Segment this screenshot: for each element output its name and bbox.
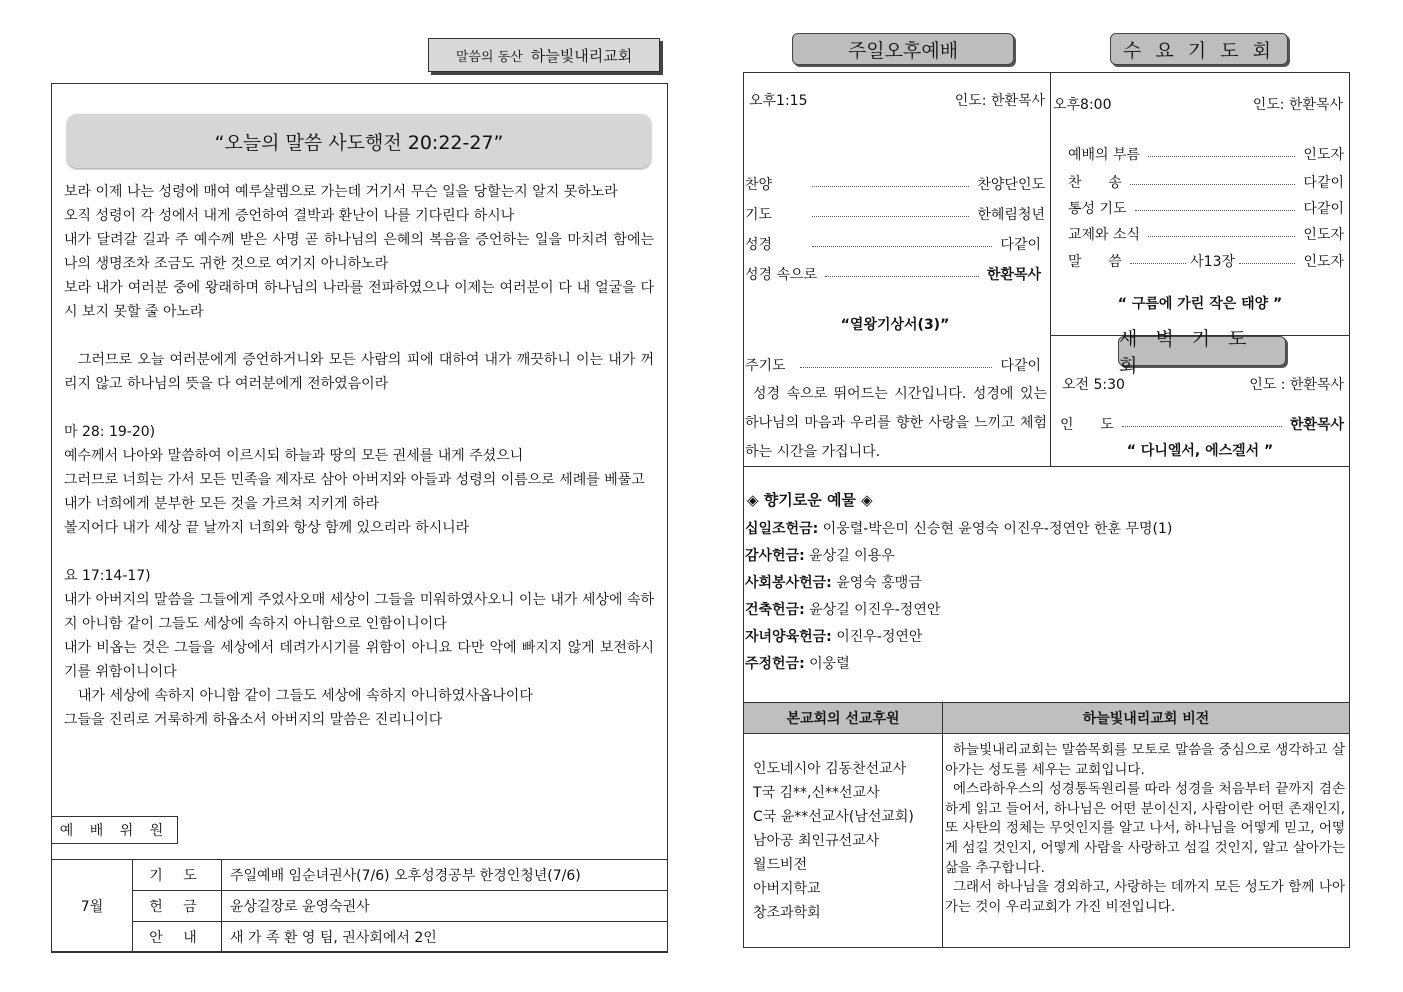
offering-label: 건축헌금:	[745, 602, 805, 618]
table-row	[52, 891, 668, 922]
list-item	[745, 624, 1345, 651]
dot-leader	[1122, 426, 1282, 427]
scripture-line: 보라 이제 나는 성령에 매여 예루살렘으로 가는데 거기서 무슨 일을 당할는지 알지 못하노라	[64, 184, 618, 200]
list-item	[745, 543, 1345, 570]
table-row	[52, 860, 668, 891]
order-item-name: 성경	[745, 237, 773, 253]
list-item	[745, 651, 1345, 678]
list-item: T국 김**,신**선교사	[753, 785, 880, 801]
order-item-name: 교제와 소식	[1068, 227, 1141, 243]
sermon-title: “오늘의 말씀 사도행전 20:22-27”	[67, 114, 651, 168]
offering-label: 십일조헌금:	[745, 521, 819, 537]
dot-leader	[1135, 210, 1296, 211]
scripture-line: 그들을 진리로 거룩하게 하옵소서 아버지의 말씀은 진리니이다	[64, 712, 443, 728]
mission-header: 본교회의 선교후원	[744, 703, 942, 733]
order-item-name: 기도	[745, 207, 773, 223]
order-item-passage: 사13장	[1190, 254, 1236, 270]
order-item-who: 찬양단인도	[977, 177, 1045, 193]
divider	[743, 733, 1350, 734]
mission-list	[753, 757, 939, 925]
dawn-leader: 인도 : 한환목사	[1249, 377, 1344, 393]
wednesday-time: 오후8:00	[1053, 97, 1112, 113]
list-item	[745, 597, 1345, 624]
sunday-theme: “열왕기상서(3)”	[840, 317, 950, 333]
scripture-line: 그러므로 오늘 여러분에게 증언하거니와 모든 사람의 피에 대하여 내가 깨끗하니 이는 내가 꺼리지 않고 하나님의 뜻을 다 여러분에게 전하였음이라	[64, 352, 654, 392]
offering-names: 이웅렬	[804, 656, 850, 672]
list-item: 인도네시아 김동찬선교사	[753, 761, 907, 777]
vision-paragraph: 그래서 하나님을 경외하고, 사랑하는 데까지 모든 성도가 함께 나아가는 것이 우리교회가 가진 비전입니다.	[945, 879, 1345, 915]
offering-label: 사회봉사헌금:	[745, 575, 832, 591]
order-item-name: 통성 기도	[1068, 201, 1127, 217]
order-item-who: 인도자	[1303, 147, 1344, 163]
wednesday-header: 수 요 기 도 회	[1110, 33, 1288, 65]
order-item-who: 한환목사	[986, 267, 1041, 283]
dot-leader	[1148, 236, 1295, 237]
blank-line	[64, 540, 654, 564]
worship-staff-label: 예 배 위 원	[51, 816, 178, 844]
scripture-line: 내가 달려갈 길과 주 예수께 받은 사명 곧 하나님의 은혜의 복음을 증언하는 일을 마치려 함에는 나의 생명조차 조금도 귀한 것으로 여기지 아니하노라	[64, 232, 654, 272]
vision-text	[945, 741, 1345, 917]
order-item-who: 인도자	[1303, 254, 1345, 270]
dawn-theme: “ 다니엘서, 에스겔서 ”	[1126, 443, 1274, 459]
order-item-who: 다같이	[1303, 201, 1344, 217]
scripture-line: 그러므로 너희는 가서 모든 민족을 제자로 삼아 아버지와 아들과 성령의 이름으로 세례를 베풀고	[64, 472, 645, 488]
sunday-pm-header: 주일오후예배	[792, 33, 1014, 65]
list-item: 남아공 최인규선교사	[753, 833, 880, 849]
scripture-line: 오직 성령이 각 성에서 내게 증언하여 결박과 환난이 나를 기다린다 하시나	[64, 208, 515, 224]
order-item-who: 인도자	[1303, 227, 1344, 243]
offering-names: 윤상길 이진우-정연안	[804, 602, 941, 618]
order-item	[1068, 198, 1344, 218]
offering-names: 윤상길 이용우	[804, 548, 895, 564]
offering-names: 이진우-정연안	[831, 629, 923, 645]
scripture-line: 내가 세상에 속하지 아니함 같이 그들도 세상에 속하지 아니하였사옵나이다	[78, 688, 533, 704]
church-tag-slogan: 말씀의 동산	[455, 49, 523, 65]
offering-title: ◈ 향기로운 예물 ◈	[747, 491, 873, 509]
vision-paragraph: 하늘빛내리교회는 말씀목회를 모토로 말씀을 중심으로 생각하고 살아가는 성도를 세우는 교회입니다.	[945, 742, 1345, 778]
table-row	[52, 922, 668, 953]
list-item	[745, 570, 1345, 597]
order-item-name: 찬양	[745, 177, 773, 193]
order-item-who: 다같이	[1000, 237, 1041, 253]
order-item-who: 다같이	[1303, 175, 1344, 191]
vision-header: 하늘빛내리교회 비전	[943, 703, 1349, 733]
sunday-time: 오후1:15	[749, 93, 808, 109]
scripture-line: 볼지어다 내가 세상 끝 날까지 너희와 항상 함께 있으리라 하시니라	[64, 520, 470, 536]
divider	[1050, 72, 1051, 466]
dot-leader	[1130, 263, 1186, 264]
dawn-time: 오전 5:30	[1062, 377, 1125, 393]
wednesday-theme: “ 구름에 가린 작은 태양 ”	[1117, 296, 1283, 312]
dot-leader	[812, 246, 992, 247]
list-item: C국 윤**선교사(남선교회)	[753, 809, 914, 825]
dot-leader	[812, 216, 969, 217]
offering-label: 주정헌금:	[745, 656, 805, 672]
offering-list	[745, 516, 1345, 678]
duty-role: 안 내	[133, 922, 222, 953]
sunday-leader: 인도: 한환목사	[954, 93, 1045, 109]
duty-detail: 주일예배 임순녀권사(7/6) 오후성경공부 한경인청년(7/6)	[222, 860, 668, 891]
dot-leader	[1239, 263, 1295, 264]
duty-month: 7월	[52, 860, 133, 953]
scripture-line: 내가 비옵는 것은 그들을 세상에서 데려가시기를 위함이 아니요 다만 악에 빠지지 않게 보전하시기를 위함이니이다	[64, 640, 654, 680]
order-item	[745, 355, 1041, 375]
list-item: 아버지학교	[753, 881, 821, 897]
church-name: 하늘빛내리교회	[530, 46, 633, 65]
order-item-name: 찬 송	[1068, 175, 1122, 191]
sunday-time-row	[749, 90, 1045, 110]
order-item	[745, 204, 1045, 224]
order-item	[1068, 144, 1344, 164]
dot-leader	[812, 186, 969, 187]
duty-detail: 새 가 족 환 영 팀, 권사회에서 2인	[222, 922, 668, 953]
blank-line	[64, 396, 654, 420]
order-item-who: 다같이	[1000, 358, 1041, 374]
offering-label: 감사헌금:	[745, 548, 805, 564]
scripture-text	[64, 180, 654, 732]
sunday-description: 성경 속으로 뛰어드는 시간입니다. 성경에 있는 하나님의 마음과 우리를 향한 사랑을 느끼고 체험하는 시간을 가집니다.	[745, 386, 1047, 460]
dawn-header: 새 벽 기 도 회	[1118, 336, 1286, 366]
order-item-name: 말 씀	[1068, 254, 1122, 270]
order-item-name: 성경 속으로	[745, 267, 818, 283]
divider	[942, 702, 943, 948]
offering-label: 자녀양육헌금:	[745, 629, 832, 645]
order-item-name: 주기도	[745, 358, 786, 374]
scripture-line: 예수께서 나아와 말씀하여 이르시되 하늘과 땅의 모든 권세를 내게 주셨으니	[64, 448, 524, 464]
scripture-line: 내가 아버지의 말씀을 그들에게 주었사오매 세상이 그들을 미워하였사오니 이는 내가 세상에 속하지 아니함 같이 그들도 세상에 속하지 아니함으로 인함이니이다	[64, 592, 654, 632]
order-item	[745, 264, 1041, 284]
list-item	[745, 516, 1345, 543]
offering-names: 윤영숙 홍맹금	[831, 575, 922, 591]
list-item: 월드비전	[753, 857, 808, 873]
scripture-line: 보라 내가 여러분 중에 왕래하며 하나님의 나라를 전파하였으나 이제는 여러분이 다 내 얼굴을 다시 보지 못할 줄 아노라	[64, 280, 654, 320]
church-tag	[428, 38, 660, 72]
scripture-reference: 요 17:14-17)	[64, 568, 151, 584]
list-item: 창조과학회	[753, 905, 821, 921]
order-item	[1068, 224, 1344, 244]
order-item-name: 인 도	[1060, 417, 1114, 433]
dot-leader	[1130, 184, 1296, 185]
order-item-who: 한환목사	[1289, 417, 1344, 433]
blank-line	[64, 324, 654, 348]
order-item	[1060, 414, 1344, 434]
scripture-line: 내가 너희에게 분부한 모든 것을 가르쳐 지키게 하라	[64, 496, 380, 512]
scripture-reference: 마 28: 19-20)	[64, 424, 156, 440]
order-item	[745, 174, 1045, 194]
wednesday-leader: 인도: 한환목사	[1252, 97, 1343, 113]
order-item	[1068, 172, 1344, 192]
order-item-name: 예배의 부름	[1068, 147, 1141, 163]
offering-names: 이웅렬-박은미 신승현 윤영숙 이진우-정연안 한훈 무명(1)	[818, 521, 1173, 537]
duty-role: 헌 금	[133, 891, 222, 922]
dot-leader	[800, 367, 993, 368]
wednesday-time-row	[1053, 94, 1343, 114]
dawn-time-row	[1062, 374, 1344, 394]
order-item	[1068, 251, 1344, 271]
duty-detail: 윤상길장로 윤영숙권사	[222, 891, 668, 922]
worship-duty-table	[51, 859, 668, 953]
order-item-who: 한혜림청년	[977, 207, 1045, 223]
dot-leader	[1148, 156, 1295, 157]
order-item	[745, 234, 1041, 254]
duty-role: 기 도	[133, 860, 222, 891]
vision-paragraph: 에스라하우스의 성경통독원리를 따라 성경을 처음부터 끝까지 겸손하게 읽고 들어서, 하나님은 어떤 분이신지, 사람이란 어떤 존재인지, 또 사탄의 정체는 무엇인지를 알고 나서, 하나님을 어떻게 믿고, 어떻게 섬길 것인지, 어떻게 사람을 사랑하고 섬길 것인지, 알고 살아가는 삶을 추구합니다.	[945, 781, 1345, 876]
dot-leader	[825, 276, 979, 277]
